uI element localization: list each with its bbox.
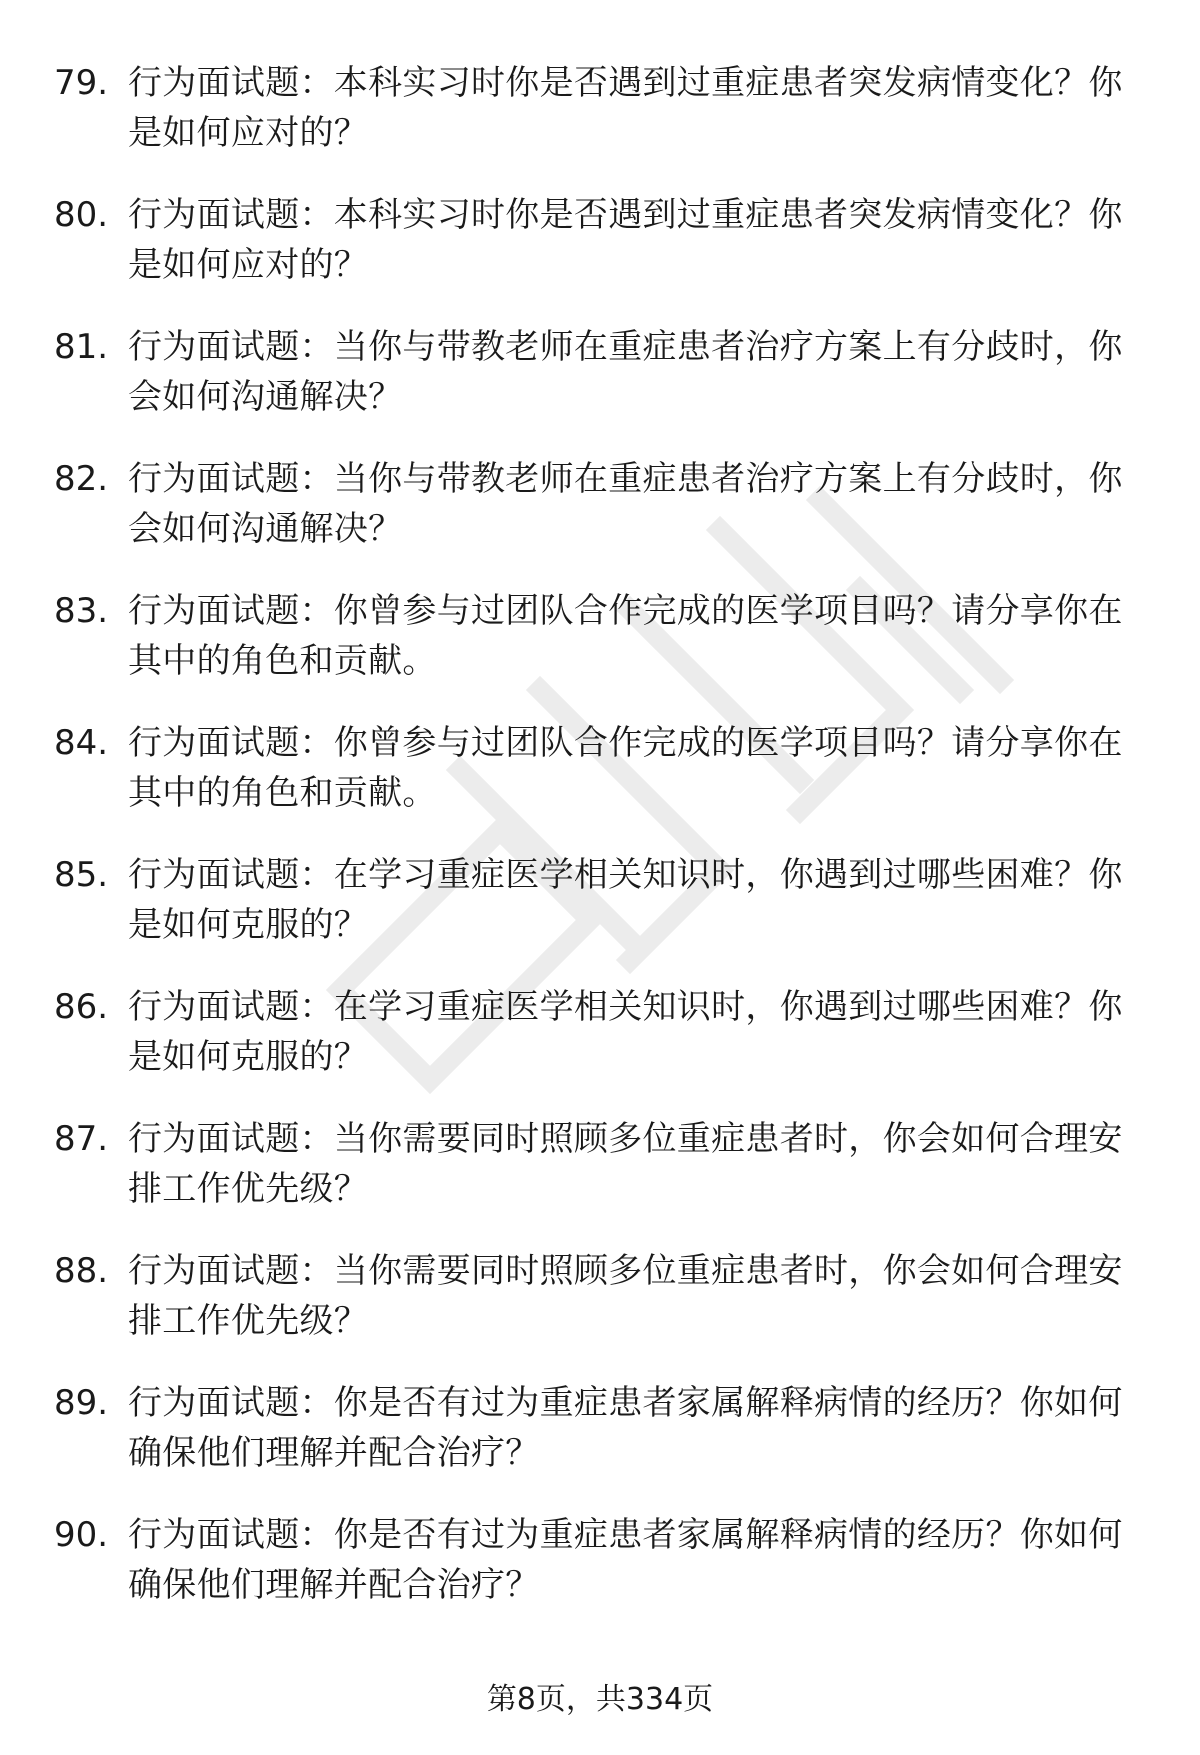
question-number: 89. bbox=[54, 1383, 109, 1423]
question-item bbox=[0, 982, 1200, 1114]
question-number: 85. bbox=[54, 855, 109, 895]
question-text: 行为面试题：在学习重症医学相关知识时，你遇到过哪些困难？你是如何克服的？ bbox=[128, 855, 1123, 945]
question-item bbox=[0, 454, 1200, 586]
question-item bbox=[0, 322, 1200, 454]
page-number-label: 第8页，共334页 bbox=[486, 1682, 714, 1717]
question-number: 84. bbox=[54, 723, 109, 763]
question-item bbox=[0, 718, 1200, 850]
question-item bbox=[0, 1510, 1200, 1642]
question-text: 行为面试题：你是否有过为重症患者家属解释病情的经历？你如何确保他们理解并配合治疗？ bbox=[128, 1515, 1123, 1605]
question-text: 行为面试题：当你与带教老师在重症患者治疗方案上有分歧时，你会如何沟通解决？ bbox=[128, 327, 1123, 417]
question-text: 行为面试题：在学习重症医学相关知识时，你遇到过哪些困难？你是如何克服的？ bbox=[128, 987, 1123, 1077]
question-number: 81. bbox=[54, 327, 109, 367]
question-number: 86. bbox=[54, 987, 109, 1027]
question-number: 80. bbox=[54, 195, 109, 235]
question-number: 82. bbox=[54, 459, 109, 499]
question-text: 行为面试题：本科实习时你是否遇到过重症患者突发病情变化？你是如何应对的？ bbox=[128, 195, 1123, 285]
question-item bbox=[0, 850, 1200, 982]
question-text: 行为面试题：你是否有过为重症患者家属解释病情的经历？你如何确保他们理解并配合治疗？ bbox=[128, 1383, 1123, 1473]
question-text: 行为面试题：本科实习时你是否遇到过重症患者突发病情变化？你是如何应对的？ bbox=[128, 63, 1123, 153]
question-item bbox=[0, 58, 1200, 190]
question-text: 行为面试题：当你需要同时照顾多位重症患者时，你会如何合理安排工作优先级？ bbox=[128, 1251, 1123, 1341]
question-item bbox=[0, 1378, 1200, 1510]
question-item bbox=[0, 1114, 1200, 1246]
question-number: 87. bbox=[54, 1119, 109, 1159]
question-number: 83. bbox=[54, 591, 109, 631]
question-text: 行为面试题：当你与带教老师在重症患者治疗方案上有分歧时，你会如何沟通解决？ bbox=[128, 459, 1123, 549]
question-list bbox=[0, 58, 1200, 1642]
question-text: 行为面试题：当你需要同时照顾多位重症患者时，你会如何合理安排工作优先级？ bbox=[128, 1119, 1123, 1209]
question-item bbox=[0, 1246, 1200, 1378]
question-text: 行为面试题：你曾参与过团队合作完成的医学项目吗？请分享你在其中的角色和贡献。 bbox=[128, 723, 1123, 813]
question-number: 90. bbox=[54, 1515, 109, 1555]
question-number: 88. bbox=[54, 1251, 109, 1291]
question-item bbox=[0, 586, 1200, 718]
question-number: 79. bbox=[54, 63, 109, 103]
question-text: 行为面试题：你曾参与过团队合作完成的医学项目吗？请分享你在其中的角色和贡献。 bbox=[128, 591, 1123, 681]
page-footer bbox=[0, 1680, 1200, 1720]
question-item bbox=[0, 190, 1200, 322]
